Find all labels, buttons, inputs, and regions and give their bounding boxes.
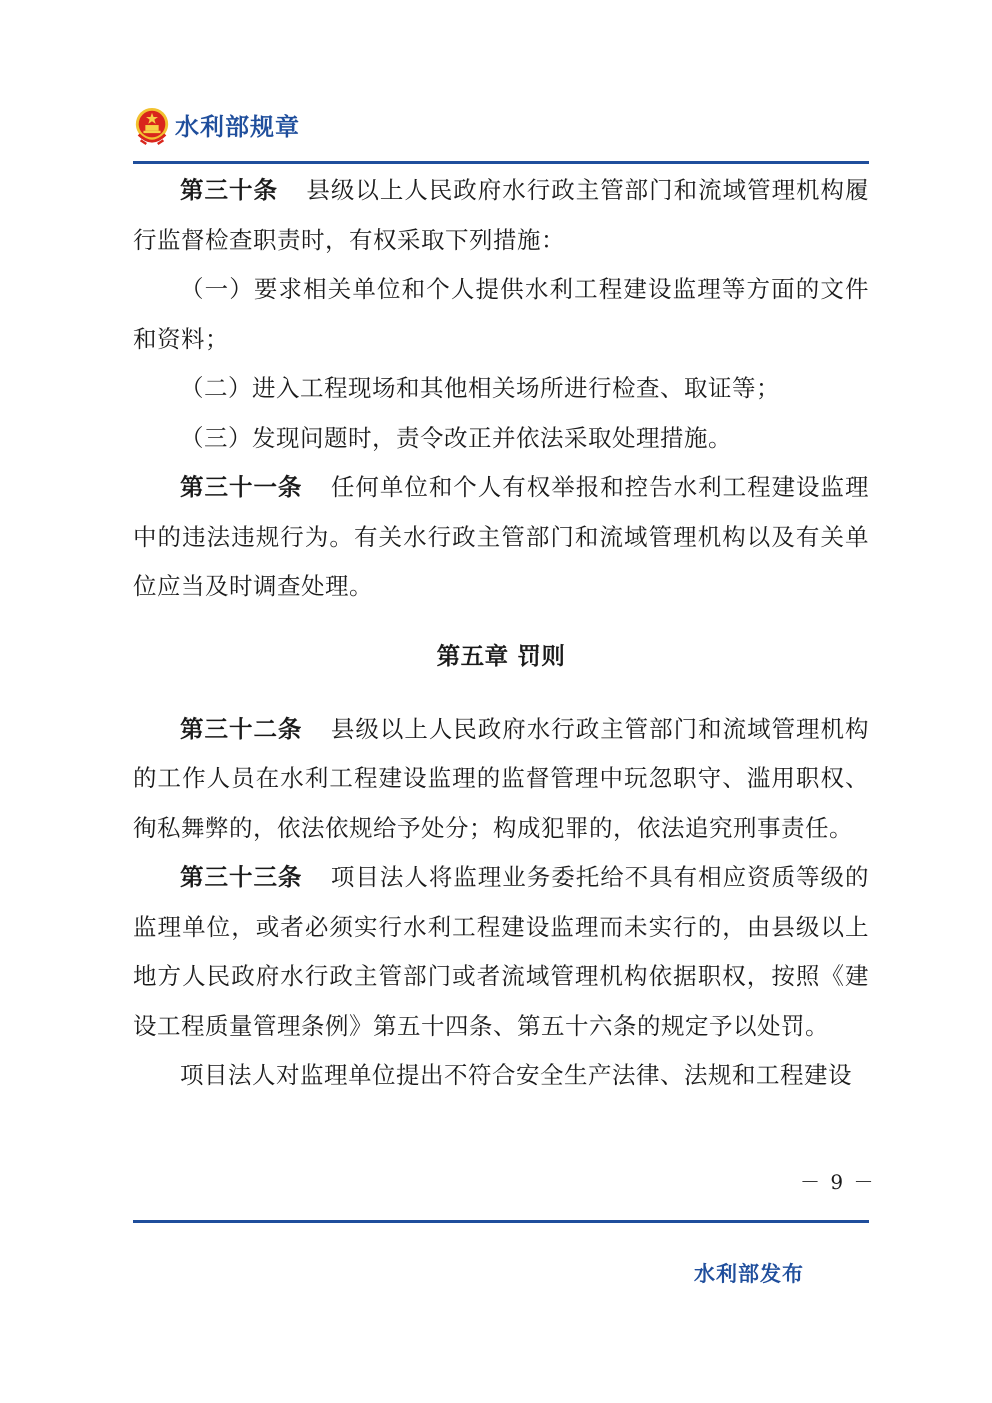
page-header bbox=[133, 102, 869, 164]
article-number: 第三十一条 bbox=[180, 473, 303, 501]
clause-1: （一）要求相关单位和个人提供水利工程建设监理等方面的文件和资料； bbox=[133, 275, 869, 353]
national-emblem-icon bbox=[133, 106, 171, 146]
article-text: 县级以上人民政府水行政主管部门和流域管理机构的工作人员在水利工程建设监理的监督管理中玩忽职守、滥用职权、徇私舞弊的，依法依规给予处分；构成犯罪的，依法追究刑事责任。 bbox=[133, 714, 870, 842]
article-text: 项目法人将监理业务委托给不具有相应资质等级的监理单位，或者必须实行水利工程建设监理而未实行的，由县级以上地方人民政府水行政主管部门或者流域管理机构依据职权，按照《建设工程质量管理条例》第五十四条、第五十六条的规定予以处罚。 bbox=[133, 863, 870, 1040]
chapter-heading: 第五章 罚则 bbox=[436, 641, 566, 670]
page-number: － 9 － bbox=[800, 1170, 876, 1194]
clause-2: （二）进入工程现场和其他相关场所进行检查、取证等； bbox=[180, 374, 780, 402]
article-32 bbox=[133, 705, 869, 854]
article-33 bbox=[133, 853, 869, 1051]
header-title: 水利部规章 bbox=[175, 113, 300, 141]
document-body bbox=[133, 166, 869, 1101]
footer-divider bbox=[133, 1220, 869, 1223]
header-divider bbox=[133, 161, 869, 164]
article-text: 县级以上人民政府水行政主管部门和流域管理机构履行监督检查职责时，有权采取下列措施： bbox=[133, 176, 870, 254]
article-number: 第三十条 bbox=[180, 176, 278, 204]
footer-publisher: 水利部发布 bbox=[694, 1262, 804, 1286]
article-31 bbox=[133, 463, 869, 612]
article-text: 任何单位和个人有权举报和控告水利工程建设监理中的违法违规行为。有关水行政主管部门和流域管理机构以及有关单位应当及时调查处理。 bbox=[133, 473, 870, 600]
article-30 bbox=[133, 166, 869, 265]
article-33-paragraph-2: 项目法人对监理单位提出不符合安全生产法律、法规和工程建设 bbox=[180, 1061, 852, 1089]
clause-3: （三）发现问题时，责令改正并依法采取处理措施。 bbox=[180, 423, 732, 452]
article-number: 第三十三条 bbox=[180, 863, 303, 891]
article-number: 第三十二条 bbox=[180, 714, 303, 743]
